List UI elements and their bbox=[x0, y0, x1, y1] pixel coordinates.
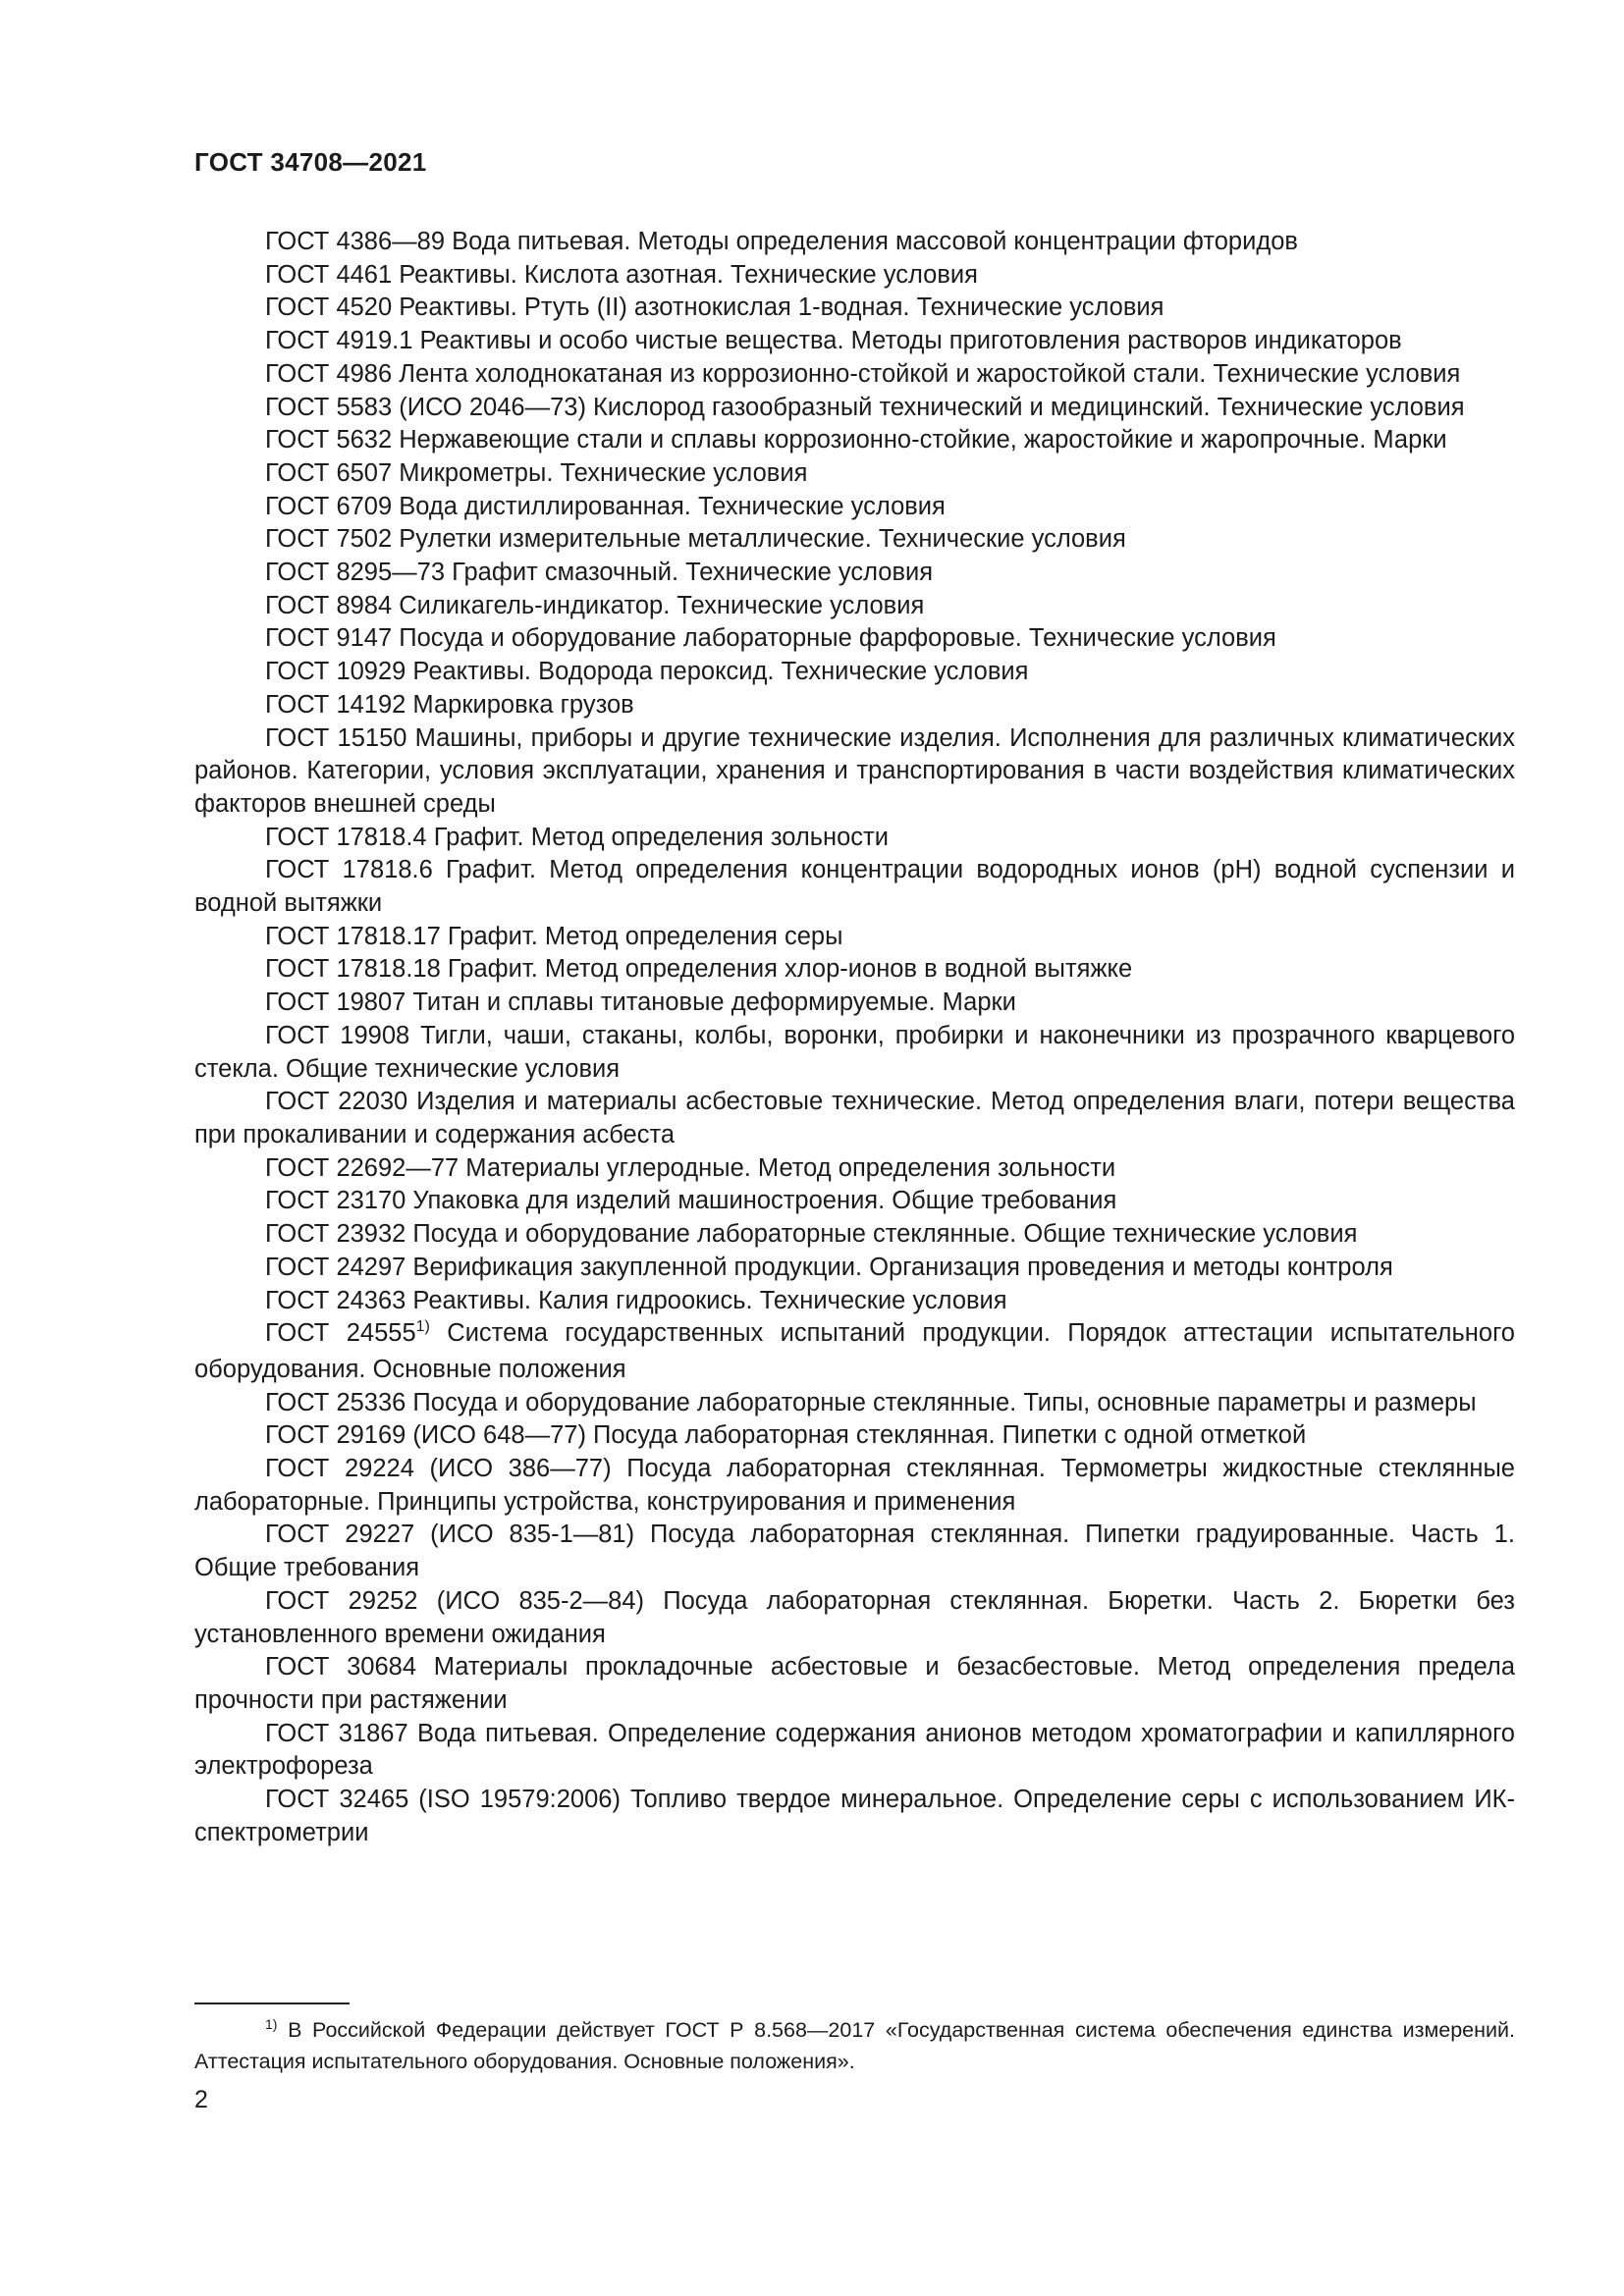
reference-item: ГОСТ 29224 (ИСО 386—77) Посуда лабораторная стеклянная. Термометры жидкостные стеклянные лабораторные. Принципы устройства, конструирования и применения bbox=[194, 1455, 1515, 1516]
reference-item: ГОСТ 32465 (ISO 19579:2006) Топливо твердое минеральное. Определение серы с использованием ИК-спектрометрии bbox=[194, 1786, 1515, 1846]
reference-item: ГОСТ 4919.1 Реактивы и особо чистые вещества. Методы приготовления растворов индикаторов bbox=[265, 327, 1402, 355]
reference-item: ГОСТ 7502 Рулетки измерительные металлические. Технические условия bbox=[265, 525, 1126, 554]
reference-code: ГОСТ 24555 bbox=[265, 1319, 416, 1348]
document-header: ГОСТ 34708—2021 bbox=[194, 147, 427, 177]
reference-item: ГОСТ 5583 (ИСО 2046—73) Кислород газообразный технический и медицинский. Технические условия bbox=[265, 393, 1465, 421]
footnote-divider bbox=[194, 2002, 350, 2004]
reference-item: ГОСТ 29252 (ИСО 835-2—84) Посуда лабораторная стеклянная. Бюретки. Часть 2. Бюретки без установленного времени ожидания bbox=[194, 1586, 1515, 1648]
footnote bbox=[194, 2015, 1515, 2076]
reference-item: ГОСТ 8295—73 Графит смазочный. Технические условия bbox=[265, 559, 934, 587]
reference-item: ГОСТ 4461 Реактивы. Кислота азотная. Технические условия bbox=[265, 260, 978, 289]
reference-item: ГОСТ 31867 Вода питьевая. Определение содержания анионов методом хроматографии и капиллярного электрофореза bbox=[194, 1719, 1515, 1781]
reference-item: ГОСТ 29169 (ИСО 648—77) Посуда лабораторная стеклянная. Пипетки с одной отметкой bbox=[265, 1421, 1307, 1450]
reference-item: ГОСТ 5632 Нержавеющие стали и сплавы коррозионно-стойкие, жаростойкие и жаропрочные. Марки bbox=[265, 426, 1447, 454]
reference-item: ГОСТ 23932 Посуда и оборудование лабораторные стеклянные. Общие технические условия bbox=[265, 1220, 1358, 1249]
reference-item: ГОСТ 22692—77 Материалы углеродные. Метод определения зольности bbox=[265, 1153, 1116, 1182]
reference-item: ГОСТ 25336 Посуда и оборудование лабораторные стеклянные. Типы, основные параметры и размеры bbox=[265, 1388, 1477, 1416]
reference-item: ГОСТ 10929 Реактивы. Водорода пероксид. Технические условия bbox=[265, 658, 1029, 686]
reference-title: Система государственных испытаний продукции. Порядок аттестации испытательного оборудования. Основные положения bbox=[194, 1319, 1515, 1383]
page-number: 2 bbox=[194, 2086, 208, 2113]
reference-item: ГОСТ 24297 Верификация закупленной продукции. Организация проведения и методы контроля bbox=[265, 1253, 1393, 1281]
footnote-marker: 1) bbox=[265, 2016, 278, 2032]
normative-references-list bbox=[194, 226, 1515, 1849]
reference-item: ГОСТ 23170 Упаковка для изделий машиностроения. Общие требования bbox=[265, 1187, 1117, 1215]
reference-item: ГОСТ 19908 Тигли, чаши, стаканы, колбы, воронки, пробирки и наконечники из прозрачного кварцевого стекла. Общие технические условия bbox=[194, 1021, 1515, 1083]
footnote-marker: 1) bbox=[415, 1318, 430, 1336]
reference-item: ГОСТ 6507 Микрометры. Технические условия bbox=[265, 458, 808, 487]
reference-item: ГОСТ 17818.18 Графит. Метод определения хлор-ионов в водной вытяжке bbox=[265, 955, 1133, 984]
reference-item: ГОСТ 8984 Силикагель-индикатор. Технические условия bbox=[265, 591, 925, 619]
reference-item-with-footnote bbox=[194, 1317, 1515, 1386]
reference-item: ГОСТ 17818.6 Графит. Метод определения концентрации водородных ионов (pH) водной суспензии и водной вытяжки bbox=[194, 856, 1515, 918]
footnote-text: В Российской Федерации действует ГОСТ Р 8.568—2017 «Государственная система обеспечения единства измерений. Аттестация испытательного оборудования. Основные положения». bbox=[194, 2018, 1515, 2073]
reference-item: ГОСТ 17818.4 Графит. Метод определения зольности bbox=[265, 823, 889, 851]
reference-item: ГОСТ 9147 Посуда и оборудование лабораторные фарфоровые. Технические условия bbox=[265, 624, 1276, 653]
reference-item: ГОСТ 30684 Материалы прокладочные асбестовые и безасбестовые. Метод определения предела прочности при растяжении bbox=[194, 1653, 1515, 1714]
reference-item: ГОСТ 17818.17 Графит. Метод определения серы bbox=[265, 922, 843, 950]
reference-item: ГОСТ 22030 Изделия и материалы асбестовые технические. Метод определения влаги, потери вещества при прокаливании и содержания асбеста bbox=[194, 1088, 1515, 1148]
reference-item: ГОСТ 29227 (ИСО 835-1—81) Посуда лабораторная стеклянная. Пипетки градуированные. Часть 1. Общие требования bbox=[194, 1521, 1515, 1582]
reference-item: ГОСТ 15150 Машины, приборы и другие технические изделия. Исполнения для различных климатических районов. Категории, условия эксплуатации, хранения и транспортирования в части воздействия климатических факторов внешней среды bbox=[194, 723, 1515, 818]
reference-item: ГОСТ 14192 Маркировка грузов bbox=[265, 690, 634, 719]
reference-item: ГОСТ 19807 Титан и сплавы титановые деформируемые. Марки bbox=[265, 988, 1016, 1017]
reference-item: ГОСТ 24363 Реактивы. Калия гидроокись. Технические условия bbox=[265, 1286, 1007, 1314]
reference-item: ГОСТ 4986 Лента холоднокатаная из коррозионно-стойкой и жаростойкой стали. Технические условия bbox=[265, 359, 1461, 388]
reference-item: ГОСТ 4520 Реактивы. Ртуть (II) азотнокислая 1-водная. Технические условия bbox=[265, 294, 1164, 322]
reference-item: ГОСТ 6709 Вода дистиллированная. Технические условия bbox=[265, 492, 946, 520]
reference-item: ГОСТ 4386—89 Вода питьевая. Методы определения массовой концентрации фторидов bbox=[265, 228, 1298, 255]
